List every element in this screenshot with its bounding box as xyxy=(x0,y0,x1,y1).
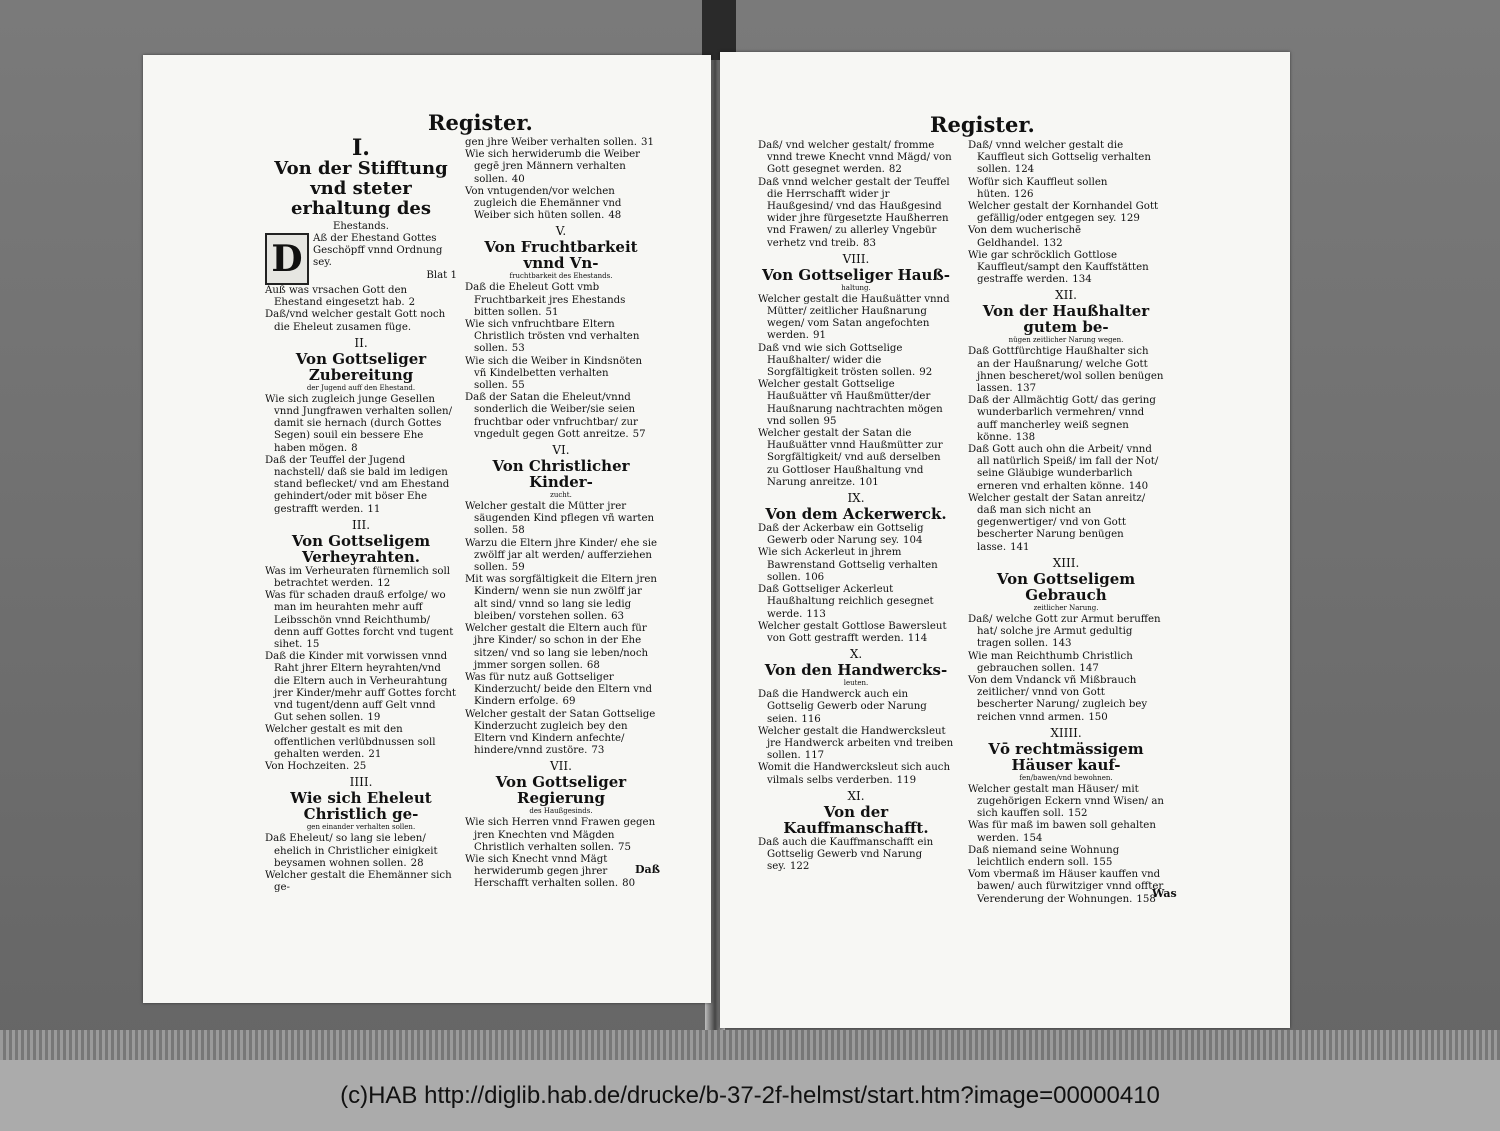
index-entry: Daß Eheleut/ so lang sie leben/ ehelich in Christlicher einigkeit beysamen wohnen sollen. 28 xyxy=(265,833,438,869)
index-entry: Welcher gestalt die Handwercksleut jre Handwerck arbeiten vnd treiben sollen. 117 xyxy=(758,725,954,762)
index-entry: Welcher gestalt es mit den offentlichen verlübdnussen soll gehalten werden. 21 xyxy=(265,724,436,760)
index-entry: Warzu die Eltern jhre Kinder/ ehe sie zwölff jar alt werden/ aufferziehen sollen. 59 xyxy=(465,537,657,574)
index-entry: Daß Gottfürchtige Haußhalter sich an der Haußnarung/ welche Gott jhnen bescheret/wol sollen benügen lassen. 137 xyxy=(968,346,1164,395)
section-12-entries xyxy=(968,346,1164,553)
index-entry: Wie sich herwiderumb die Weiber gegē jren Männern verhalten sollen. 40 xyxy=(465,149,641,185)
section-8-title: Von Gottseliger Hauß- xyxy=(761,265,951,284)
index-entry: Womit die Handwercksleut sich auch vilmals selbs verderben. 119 xyxy=(758,762,951,786)
index-entry: Wie sich Herren vnnd Frawen gegen jren Knechten vnd Mägden Christlich verhalten sollen. 75 xyxy=(465,817,656,853)
section-13-subtitle: zeitlicher Narung. xyxy=(1033,603,1099,612)
section-13-title: Von Gottseligem Gebrauch xyxy=(996,569,1136,604)
right-page-header: Register. xyxy=(930,112,1035,137)
section-1-subtitle: Ehestands. xyxy=(333,221,389,232)
index-entry: Wie sich Ackerleut in jhrem Bawrenstand Gottselig verhalten sollen. 106 xyxy=(758,547,938,583)
section-4-title: Wie sich Eheleut Christlich ge- xyxy=(290,789,432,824)
section-7-title: Von Gottseliger Regierung xyxy=(495,773,627,808)
index-entry: Welcher gestalt der Satan Gottselige Kinderzucht zugleich bey den Eltern vnd Kindern anfechte/ hindere/vnnd zustöre. 73 xyxy=(465,708,656,757)
left-page-catchword: Daß xyxy=(635,863,661,876)
right-column-1 xyxy=(758,140,954,873)
index-entry: Von vntugenden/vor welchen zugleich die Ehemänner vnd Weiber sich hüten sollen. 48 xyxy=(465,185,622,222)
index-entry: Welcher gestalt die Eltern auch für jhre Kinder/ so schon in der Ehe sitzen/ vnd so lang sie leben/noch jmmer sorgen sollen. 68 xyxy=(465,623,649,671)
index-entry: Daß die Kinder mit vorwissen vnnd Raht jhrer Eltern heyrahten/vnd die Eltern auch in Verheurahtung jrer Kinder/mehr auff Gottes forcht vnd tugent/denn auff Gelt vnnd Gut sehen sollen. 19 xyxy=(265,651,457,724)
section-1-number: I. xyxy=(352,135,370,161)
section-6-subtitle: zucht. xyxy=(550,491,572,500)
section-9-entries xyxy=(758,523,954,645)
index-entry: Welcher gestalt man Häuser/ mit zugehörigen Eckern vnnd Wisen/ an sich kauffen soll. 152 xyxy=(968,783,1164,820)
section-5-title: Von Fruchtbarkeit vnnd Vn- xyxy=(484,238,638,273)
section-13-number: XIII. xyxy=(1052,555,1080,570)
section-14-title: Vō rechtmässigem Häuser kauf- xyxy=(988,739,1144,774)
section-4-entries xyxy=(265,833,457,894)
index-entry: Wie sich die Weiber in Kindsnöten vñ Kindelbetten verhalten sollen. 55 xyxy=(465,355,643,392)
index-entry: Daß der Ackerbaw ein Gottselig Gewerb oder Narung sey. 104 xyxy=(758,523,924,547)
scanner-bed-edge xyxy=(0,1030,1500,1060)
index-entry: Welcher gestalt die Haußuätter vnnd Mütter/ zeitlicher Haußnarung wegen/ vom Satan angefochten werden. 91 xyxy=(758,293,950,342)
left-column-2 xyxy=(465,137,657,891)
index-entry: Daß der Teuffel der Jugend nachstell/ daß sie bald im ledigen stand beflecket/ vnd am Ehestand gehindert/oder mit böser Ehe gestrafft werden. 11 xyxy=(265,454,450,515)
copyright-url-text: (c)HAB http://diglib.hab.de/drucke/b-37-2f-helmst/start.htm?image=00000410 xyxy=(340,1081,1160,1109)
spine-top-shadow xyxy=(702,0,736,60)
index-entry: Welcher gestalt der Kornhandel Gott gefällig/oder entgegen sey. 129 xyxy=(968,201,1159,225)
index-entry: Was für nutz auß Gottseliger Kinderzucht/ beide den Eltern vnd Kindern erfolge. 69 xyxy=(465,671,653,708)
index-entry: Daß/ welche Gott zur Armut beruffen hat/ solche jre Armut gedultig tragen sollen. 143 xyxy=(968,613,1161,650)
index-entry: Von Hochzeiten. 25 xyxy=(265,761,367,773)
section-10-subtitle: leuten. xyxy=(843,679,869,688)
copyright-footer xyxy=(0,1060,1500,1131)
left-column-1 xyxy=(265,137,457,894)
index-entry: Welcher gestalt Gottselige Haußuätter vñ Haußmütter/der Haußnarung nachtrachten mögen vnd sollen 95 xyxy=(758,379,943,427)
section-5-entries xyxy=(465,282,657,441)
section-9-number: IX. xyxy=(847,491,865,506)
right-column-2 xyxy=(968,140,1164,906)
section-11-entries xyxy=(758,837,954,874)
section-13-entries xyxy=(968,614,1164,724)
section-5-subtitle: fruchtbarkeit des Ehestands. xyxy=(509,272,613,281)
left-page xyxy=(143,55,711,1003)
section-3-title: Von Gottseligem Verheyrahten. xyxy=(291,531,431,566)
section-8-entries xyxy=(758,294,954,489)
index-entry: Welcher gestalt der Satan anreitz/ daß man sich nicht an gegenwertiger/ vnd von Gott bescherter Narung benügen lasse. 141 xyxy=(968,492,1146,553)
index-entry: Daß Gott auch ohn die Arbeit/ vnnd all natürlich Speiß/ im fall der Not/ seine Gläubige wunderbarlich erneren vnd erhalten könne. 140 xyxy=(968,444,1159,492)
initial-entry-text: Aß der Ehestand Gottes Geschöpff vnnd Ordnung sey. xyxy=(313,233,443,269)
index-entry: Daß Gottseliger Ackerleut Haußhaltung reichlich gesegnet werde. 113 xyxy=(758,584,934,620)
index-entry: Daß vnnd welcher gestalt der Teuffel die Herrschafft wider jr Haußgesind/ vnd das Haußgesind wider jhre fürgesetzte Haußherren vnd Frawen/ zu allerley Vngebür verhetz vnd treib. 83 xyxy=(758,176,950,249)
index-entry: Daß die Eheleut Gott vmb Fruchtbarkeit jres Ehestands bitten sollen. 51 xyxy=(465,282,626,318)
index-entry: Daß/vnd welcher gestalt Gott noch die Eheleut zusamen füge. xyxy=(265,309,446,333)
index-entry: Wie man Reichthumb Christlich gebrauchen sollen. 147 xyxy=(968,650,1133,674)
section-3-entries xyxy=(265,566,457,773)
section-7-subtitle: des Haußgesinds. xyxy=(529,807,593,816)
index-entry: Wie gar schröcklich Gottlose Kauffleut/sampt den Kauffstätten gestraffe werden. 134 xyxy=(968,249,1149,286)
section-11-number: XI. xyxy=(847,788,865,803)
section-4-subtitle: gen einander verhalten sollen. xyxy=(306,823,416,832)
index-entry: Daß die Handwerck auch ein Gottselig Gewerb oder Narung seien. 116 xyxy=(758,689,927,725)
index-entry: Mit was sorgfältigkeit die Eltern jren Kindern/ wenn sie nun zwölff jar alt sind/ vnnd so lang sie ledig bleiben/ vorstehen sollen. 63 xyxy=(465,574,657,622)
section-4-number: IIII. xyxy=(349,775,373,790)
index-entry: Welcher gestalt Gottlose Bawersleut von Gott gestrafft werden. 114 xyxy=(758,620,947,644)
section-11-continued-entries xyxy=(968,140,1164,286)
section-2-title: Von Gottseliger Zubereitung xyxy=(295,349,427,384)
index-entry: Wie sich zugleich junge Gesellen vnnd Jungfrawen verhalten sollen/ damit sie hernach (durch Gottes Segen) souil ein bessere Ehe haben mögen. 8 xyxy=(265,393,452,454)
index-entry: Wofür sich Kauffleut sollen hüten. 126 xyxy=(968,176,1108,200)
index-entry: Daß vnd wie sich Gottselige Haußhalter/ wider die Sorgfältigkeit trösten sollen. 92 xyxy=(758,342,933,379)
index-entry: Daß auch die Kauffmanschafft ein Gottselig Gewerb vnd Narung sey. 122 xyxy=(758,836,934,873)
section-1-title: Von der Stifftung vnd steter erhaltung des xyxy=(274,158,448,219)
section-5-number: V. xyxy=(555,224,567,239)
section-4-continued-entries xyxy=(465,137,657,222)
section-14-entries xyxy=(968,784,1164,906)
index-entry: Welcher gestalt der Satan die Haußuätter vnnd Haußmütter zur Sorgfältigkeit/ vnd auß derselben zu Gottloser Haußhaltung vnd Narung anreitze. 101 xyxy=(758,428,943,488)
index-entry: Auß was vrsachen Gott den Ehestand eingesetzt hab. 2 xyxy=(265,285,416,309)
index-entry: Daß/ vnnd welcher gestalt die Kauffleut sich Gottselig verhalten sollen. 124 xyxy=(968,140,1151,176)
index-entry: Wie sich vnfruchtbare Eltern Christlich trösten vnd verhalten sollen. 53 xyxy=(465,319,640,355)
section-6-entries xyxy=(465,501,657,757)
section-6-number: VI. xyxy=(552,443,570,458)
decorated-initial: D xyxy=(265,233,309,285)
index-entry: Daß der Allmächtig Gott/ das gering wunderbarlich vermehren/ vnnd auff mancherley weiß segnen könne. 138 xyxy=(968,395,1156,443)
section-6-title: Von Christlicher Kinder- xyxy=(492,457,630,492)
section-1-entries xyxy=(265,285,457,334)
section-10-title: Von den Handwercks- xyxy=(764,661,948,680)
index-entry: Daß niemand seine Wohnung leichtlich endern soll. 155 xyxy=(968,844,1120,868)
index-entry: Von dem Vndanck vñ Mißbrauch zeitlicher/ vnnd von Gott bescherter Narung/ zugleich bey reichen vnnd armen. 150 xyxy=(968,674,1148,723)
index-entry: Daß der Satan die Eheleut/vnnd sonderlich die Weiber/sie seien fruchtbar oder vnfruchtbar/ zur vngedult gegen Gott anreitze. 57 xyxy=(465,392,646,440)
index-entry: Vom vbermaß im Häuser kauffen vnd bawen/ auch fürwitziger vnnd offter Verenderung der Wohnungen. 158 xyxy=(968,869,1164,905)
section-12-title: Von der Haußhalter gutem be- xyxy=(982,302,1150,337)
section-7-continued-entries xyxy=(758,140,954,250)
index-entry: gen jhre Weiber verhalten sollen. 31 xyxy=(465,137,654,148)
section-11-title: Von der Kauffmanschafft. xyxy=(783,802,929,837)
section-2-number: II. xyxy=(354,335,368,350)
left-page-header: Register. xyxy=(428,110,533,135)
section-10-entries xyxy=(758,689,954,787)
right-page-catchword: Was xyxy=(1152,887,1177,900)
index-entry: Was für maß im bawen soll gehalten werden. 154 xyxy=(968,820,1156,844)
section-14-subtitle: fen/bawen/vnd bewohnen. xyxy=(1019,773,1113,782)
section-9-title: Von dem Ackerwerck. xyxy=(765,505,947,524)
section-3-number: III. xyxy=(351,517,371,532)
index-entry: Wie sich Knecht vnnd Mägt herwiderumb gegen jhrer Herschafft verhalten sollen. 80 xyxy=(465,853,636,890)
index-entry: Von dem wucherischē Geldhandel. 132 xyxy=(968,225,1082,249)
section-12-subtitle: nügen zeitlicher Narung wegen. xyxy=(1008,336,1124,345)
section-14-number: XIIII. xyxy=(1050,725,1082,740)
section-8-subtitle: haltung. xyxy=(841,283,871,292)
index-entry: Welcher gestalt die Mütter jrer säugenden Kind pflegen vñ warten sollen. 58 xyxy=(465,501,655,537)
initial-entry-page: Blat 1 xyxy=(426,269,457,281)
section-7-number: VII. xyxy=(550,759,572,774)
section-12-number: XII. xyxy=(1055,288,1077,303)
section-2-subtitle: der Jugend auff den Ehestand. xyxy=(306,383,416,392)
section-7-entries xyxy=(465,817,657,890)
section-2-entries xyxy=(265,394,457,516)
initial-block xyxy=(265,233,457,285)
index-entry: Was im Verheuraten fürnemlich soll betrachtet werden. 12 xyxy=(265,565,450,590)
index-entry: Welcher gestalt die Ehemänner sich ge- xyxy=(265,869,452,894)
index-entry: Daß/ vnd welcher gestalt/ fromme vnnd trewe Knecht vnnd Mägd/ von Gott gesegnet werden. 82 xyxy=(758,140,952,176)
section-10-number: X. xyxy=(849,647,863,662)
index-entry: Was für schaden drauß erfolge/ wo man im heurahten mehr auff Leibsschön vnnd Reichthumb/ denn auff Gottes forcht vnd tugent sihet. 15 xyxy=(265,590,454,651)
right-page xyxy=(720,52,1290,1028)
section-8-number: VIII. xyxy=(842,251,870,266)
